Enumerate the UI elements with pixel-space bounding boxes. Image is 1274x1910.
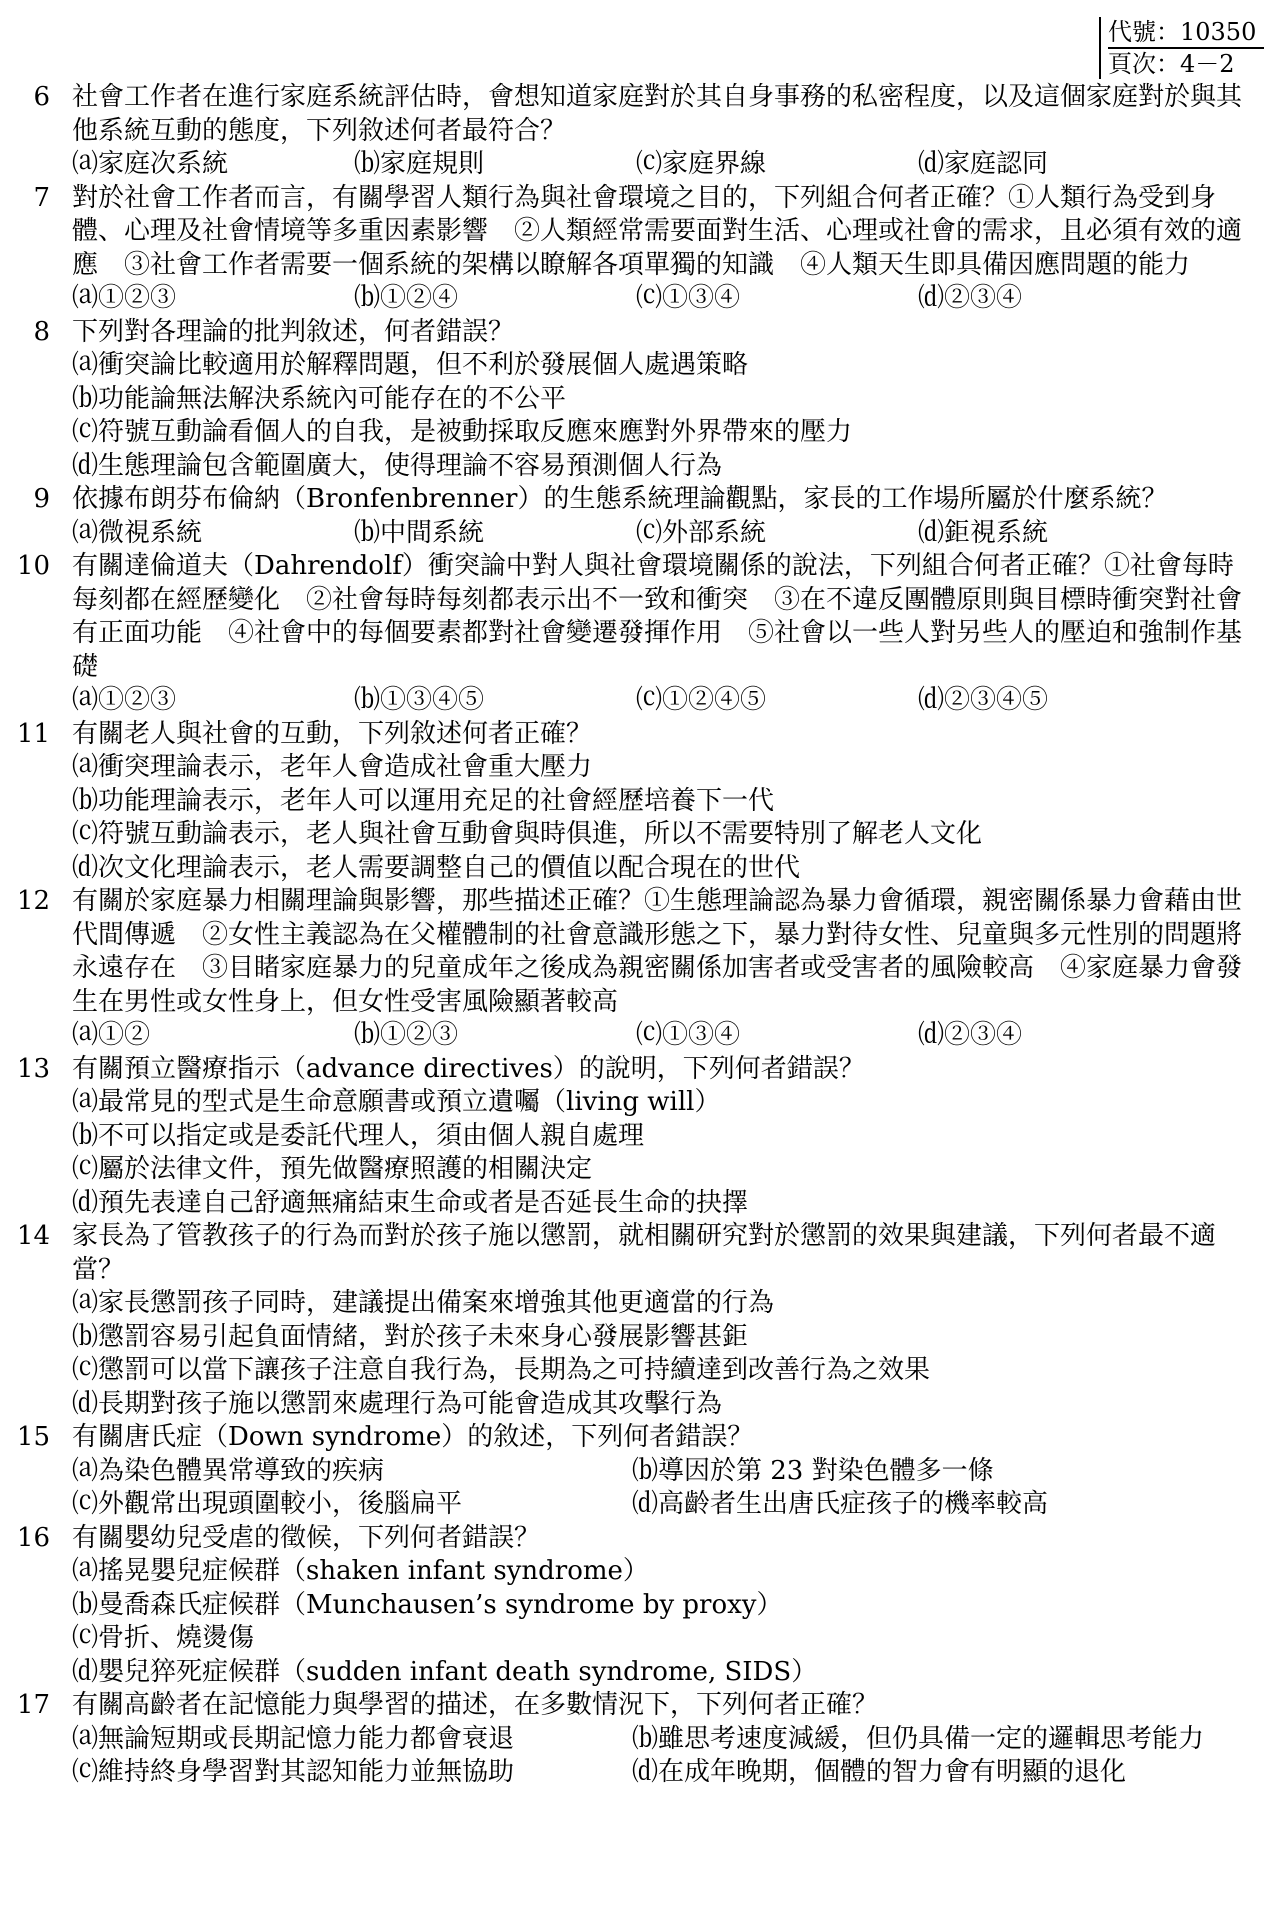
- option-c: ⒞外部系統: [636, 517, 767, 548]
- option-d: ⒟②③④: [918, 1020, 1023, 1050]
- options: [72, 751, 1252, 885]
- page-number: 頁次：4－2: [1108, 50, 1235, 78]
- options: [72, 1455, 1252, 1522]
- option-a: ⒜衝突理論表示，老年人會造成社會重大壓力: [72, 752, 593, 782]
- option-a: ⒜無論短期或長期記憶力能力都會衰退: [72, 1723, 515, 1754]
- option-a: ⒜家庭次系統: [72, 149, 229, 179]
- question-stem: 有關老人與社會的互動，下列敘述何者正確？: [72, 718, 593, 749]
- question-number: 16: [16, 1522, 50, 1553]
- option-d: ⒟家庭認同: [918, 149, 1049, 179]
- options: [72, 148, 1252, 182]
- option-b: ⒝①②④: [354, 283, 459, 313]
- question-9: [0, 483, 1274, 550]
- options: [72, 1019, 1252, 1053]
- option-a: ⒜①②③: [72, 685, 177, 715]
- question-number: 10: [16, 551, 50, 581]
- option-a: ⒜①②: [72, 1020, 151, 1050]
- question-11: [0, 718, 1274, 886]
- question-number: 14: [16, 1221, 50, 1251]
- question-number: 7: [33, 182, 50, 213]
- option-c: ⒞懲罰可以當下讓孩子注意自我行為，長期為之可持續達到改善行為之效果: [72, 1355, 931, 1385]
- option-b: ⒝功能論無法解決系統內可能存在的不公平: [72, 383, 567, 414]
- option-a: ⒜衝突論比較適用於解釋問題，但不利於發展個人處遇策略: [72, 350, 749, 380]
- question-12: [0, 885, 1274, 1053]
- question-number: 13: [16, 1053, 50, 1084]
- option-d: ⒟次文化理論表示，老人需要調整自己的價值以配合現在的世代: [72, 852, 801, 883]
- option-c: ⒞①③④: [636, 1020, 741, 1050]
- question-8: [0, 316, 1274, 484]
- option-b: ⒝不可以指定或是委託代理人，須由個人親自處理: [72, 1120, 645, 1151]
- option-d: ⒟②③④: [918, 283, 1023, 313]
- option-a: ⒜搖晃嬰兒症候群（shaken infant syndrome）: [72, 1556, 649, 1586]
- option-d: ⒟生態理論包含範圍廣大，使得理論不容易預測個人行為: [72, 450, 723, 481]
- page-header-box: [1099, 17, 1264, 79]
- question-number: 17: [16, 1690, 50, 1720]
- option-a: ⒜為染色體異常導致的疾病: [72, 1455, 385, 1486]
- option-b: ⒝導因於第 23 對染色體多一條: [632, 1455, 994, 1486]
- option-a: ⒜①②③: [72, 283, 177, 313]
- option-c: ⒞符號互動論表示，老人與社會互動會與時俱進，所以不需要特別了解老人文化: [72, 819, 983, 849]
- option-c: ⒞骨折、燒燙傷: [72, 1623, 255, 1653]
- options: [72, 684, 1252, 718]
- question-stem: 有關於家庭暴力相關理論與影響，那些描述正確？①生態理論認為暴力會循環，親密關係暴力會藉由世代間傳遞 ②女性主義認為在父權體制的社會意識形態之下，暴力對待女性、兒童與多元性別的問題將永遠存在 ③目睹家庭暴力的兒童成年之後成為親密關係加害者或受害者的風險較高 ④家庭暴力會發生在男性或女性身上，但女性受害風險顯著較高: [72, 886, 1243, 1017]
- options: [72, 1287, 1252, 1421]
- option-a: ⒜微視系統: [72, 517, 203, 548]
- question-stem: 有關嬰幼兒受虐的徵候，下列何者錯誤？: [72, 1522, 541, 1553]
- options: [72, 1086, 1252, 1220]
- option-c: ⒞符號互動論看個人的自我，是被動採取反應來應對外界帶來的壓力: [72, 417, 853, 447]
- options: [72, 282, 1252, 316]
- question-13: [0, 1053, 1274, 1221]
- options: [72, 349, 1252, 483]
- option-d: ⒟嬰兒猝死症候群（sudden infant death syndrome, SIDS）: [72, 1656, 818, 1687]
- option-d: ⒟鉅視系統: [918, 517, 1049, 548]
- question-stem: 有關唐氏症（Down syndrome）的敘述，下列何者錯誤？: [72, 1422, 754, 1452]
- option-d: ⒟長期對孩子施以懲罰來處理行為可能會造成其攻擊行為: [72, 1388, 723, 1419]
- question-number: 11: [16, 718, 50, 749]
- option-b: ⒝家庭規則: [354, 149, 485, 179]
- options: [72, 517, 1252, 551]
- question-7: [0, 182, 1274, 316]
- question-stem: 對於社會工作者而言，有關學習人類行為與社會環境之目的，下列組合何者正確？①人類行為受到身體、心理及社會情境等多重因素影響 ②人類經常需要面對生活、心理或社會的需求，且必須有效的適應 ③社會工作者需要一個系統的架構以瞭解各項單獨的知識 ④人類天生即具備因應問題的能力: [72, 182, 1243, 280]
- option-a: ⒜最常見的型式是生命意願書或預立遺囑（living will）: [72, 1087, 721, 1117]
- option-c: ⒞家庭界線: [636, 149, 767, 179]
- question-17: [0, 1689, 1274, 1790]
- question-6: [0, 81, 1274, 182]
- question-stem: 有關高齡者在記憶能力與學習的描述，在多數情況下，下列何者正確？: [72, 1690, 879, 1720]
- option-b: ⒝曼喬森氏症候群（Munchausen’s syndrome by proxy）: [72, 1589, 783, 1620]
- question-stem: 下列對各理論的批判敘述，何者錯誤？: [72, 316, 515, 347]
- option-b: ⒝雖思考速度減緩，但仍具備一定的邏輯思考能力: [632, 1723, 1205, 1754]
- question-stem: 有關達倫道夫（Dahrendolf）衝突論中對人與社會環境關係的說法，下列組合何者正確？①社會每時每刻都在經歷變化 ②社會每時每刻都表示出不一致和衝突 ③在不違反團體原則與目標時衝突對社會有正面功能 ④社會中的每個要素都對社會變遷發揮作用 ⑤社會以一些人對另些人的壓迫和強制作基礎: [72, 551, 1243, 682]
- options: [72, 1723, 1252, 1790]
- exam-code: 代號：10350: [1108, 17, 1264, 49]
- question-15: [0, 1421, 1274, 1522]
- option-d: ⒟高齡者生出唐氏症孩子的機率較高: [632, 1489, 1049, 1519]
- question-number: 8: [33, 316, 50, 347]
- question-stem: 社會工作者在進行家庭系統評估時，會想知道家庭對於其自身事務的私密程度，以及這個家庭對於與其他系統互動的態度，下列敘述何者最符合？: [72, 82, 1243, 146]
- option-c: ⒞維持終身學習對其認知能力並無協助: [72, 1757, 515, 1787]
- option-c: ⒞外觀常出現頭圍較小，後腦扁平: [72, 1489, 463, 1519]
- option-d: ⒟②③④⑤: [918, 685, 1049, 715]
- question-number: 9: [33, 484, 50, 514]
- option-c: ⒞①③④: [636, 283, 741, 313]
- options: [72, 1555, 1252, 1689]
- option-b: ⒝①③④⑤: [354, 685, 485, 715]
- option-d: ⒟在成年晚期，個體的智力會有明顯的退化: [632, 1757, 1127, 1787]
- question-16: [0, 1522, 1274, 1690]
- option-d: ⒟預先表達自己舒適無痛結束生命或者是否延長生命的抉擇: [72, 1187, 749, 1218]
- question-stem: 依據布朗芬布倫納（Bronfenbrenner）的生態系統理論觀點，家長的工作場所屬於什麼系統？: [72, 484, 1168, 514]
- question-stem: 家長為了管教孩子的行為而對於孩子施以懲罰，就相關研究對於懲罰的效果與建議，下列何者最不適當？: [72, 1221, 1217, 1285]
- question-list: [0, 81, 1274, 1790]
- question-number: 6: [33, 82, 50, 112]
- question-number: 12: [16, 886, 50, 916]
- question-number: 15: [16, 1422, 50, 1452]
- question-stem: 有關預立醫療指示（advance directives）的說明，下列何者錯誤？: [72, 1053, 865, 1084]
- option-c: ⒞屬於法律文件，預先做醫療照護的相關決定: [72, 1154, 593, 1184]
- option-a: ⒜家長懲罰孩子同時，建議提出備案來增強其他更適當的行為: [72, 1288, 775, 1318]
- option-b: ⒝功能理論表示，老年人可以運用充足的社會經歷培養下一代: [72, 785, 775, 816]
- option-b: ⒝中間系統: [354, 517, 485, 548]
- option-b: ⒝懲罰容易引起負面情緒，對於孩子未來身心發展影響甚鉅: [72, 1321, 749, 1352]
- question-14: [0, 1220, 1274, 1421]
- question-10: [0, 550, 1274, 718]
- option-b: ⒝①②③: [354, 1020, 459, 1050]
- option-c: ⒞①②④⑤: [636, 685, 767, 715]
